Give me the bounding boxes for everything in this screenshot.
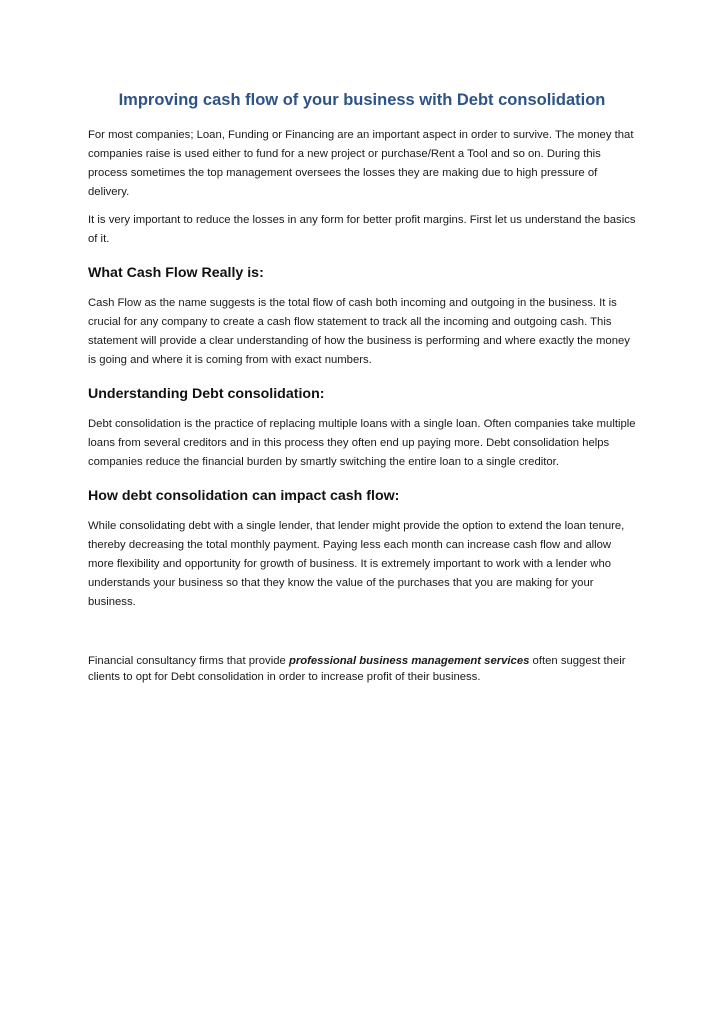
closing-emphasis-link: professional business management services bbox=[288, 655, 530, 667]
intro-paragraph-2: It is very important to reduce the losses in any form for better profit margins. First let us understand the basics of it. bbox=[88, 214, 636, 245]
section-body-impact: While consolidating debt with a single lender, that lender might provide the option to extend the loan tenure, thereby decreasing the total monthly payment. Paying less each month can increase cash flow and allow more flexibility and opportunity for growth of business. It is extremely important to work with a lender who understands your business so that they know the value of the purchases that you are making for your business. bbox=[88, 520, 625, 608]
intro-paragraph-1: For most companies; Loan, Funding or Financing are an important aspect in order to survive. The money that companies raise is used either to fund for a new project or purchase/Rent a Tool and so on. During this process sometimes the top management oversees the losses they are making due to high pressure of delivery. bbox=[88, 129, 634, 198]
closing-paragraph bbox=[88, 653, 636, 685]
section-heading-cash-flow: What Cash Flow Really is: bbox=[88, 265, 264, 281]
closing-text-after: often suggest their clients to opt for Debt consolidation in order to increase profit of their business. bbox=[88, 655, 626, 683]
document-body bbox=[88, 88, 636, 696]
closing-text-before: Financial consultancy firms that provide bbox=[88, 655, 289, 667]
section-body-cash-flow: Cash Flow as the name suggests is the total flow of cash both incoming and outgoing in the business. It is crucial for any company to create a cash flow statement to track all the incoming and outgoing cash. This statement will provide a clear understanding of how the business is performing and where exactly the money is going and where it is coming from with exact numbers. bbox=[88, 297, 630, 366]
section-heading-debt-consolidation: Understanding Debt consolidation: bbox=[88, 386, 325, 402]
section-body-debt-consolidation: Debt consolidation is the practice of replacing multiple loans with a single loan. Often companies take multiple loans from several creditors and in this process they often end up paying more. Debt consolidation helps companies reduce the financial burden by smartly switching the entire loan to a single creditor. bbox=[88, 418, 636, 468]
section-heading-impact: How debt consolidation can impact cash flow: bbox=[88, 488, 400, 504]
document-title: Improving cash flow of your business with Debt consolidation bbox=[118, 91, 606, 109]
